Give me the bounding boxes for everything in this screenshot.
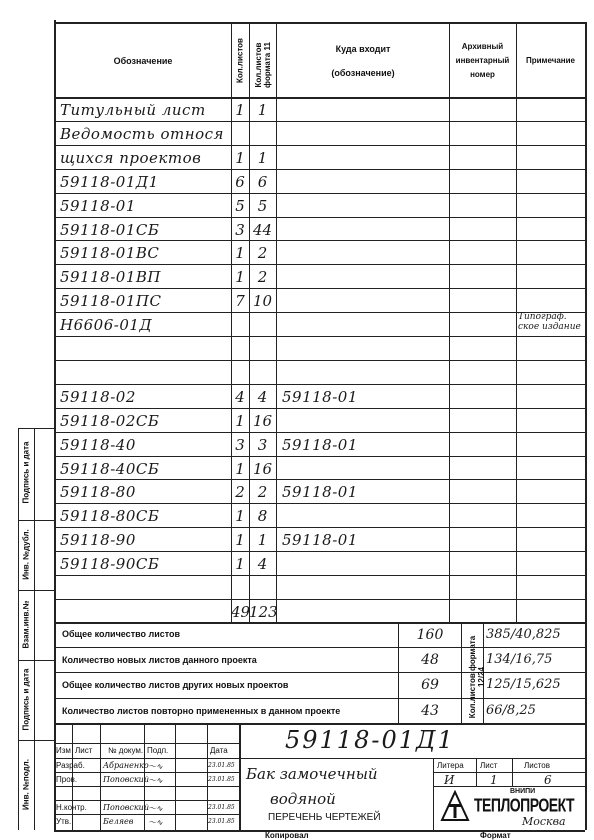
row-sheets-a11: 3 xyxy=(257,435,268,454)
tb-sign-check: 〜∿ xyxy=(148,776,163,785)
tb-doc-title: ПЕРЕЧЕНЬ ЧЕРТЕЖЕЙ xyxy=(268,812,381,823)
row-sheets: 1 xyxy=(235,507,245,526)
header-designation: Обозначение xyxy=(113,56,173,66)
tb-line-5 xyxy=(54,800,239,801)
tb-sheet-value: 1 xyxy=(490,773,498,787)
summary-col-2 xyxy=(461,622,462,723)
header-sheets-a11: Кол.листов формата 11 xyxy=(254,42,272,88)
format-value-reused: 66/8,25 xyxy=(486,703,536,718)
table-row xyxy=(54,288,585,312)
tb-litera-line-1 xyxy=(433,772,585,773)
row-sheets-a11: 44 xyxy=(252,220,273,239)
row-sheets: 1 xyxy=(235,101,245,119)
table-row xyxy=(54,193,585,217)
tb-litera-line-2 xyxy=(433,786,585,787)
row-designation: 59118-40СБ xyxy=(60,459,160,478)
table-row xyxy=(54,145,585,169)
summary-line-4 xyxy=(54,698,585,699)
tb-sheets-label: Листов xyxy=(524,761,550,770)
row-designation: 59118-01 xyxy=(60,196,136,215)
side-stamp-div-4 xyxy=(18,740,54,741)
tb-name-approve: Беляев xyxy=(103,817,134,826)
table-row xyxy=(54,264,585,288)
row-sheets: 1 xyxy=(235,244,245,263)
side-stamp-left xyxy=(18,428,19,830)
side-label-sign-date-1: Подпись и дата xyxy=(21,441,31,504)
row-designation: 59118-01ВС xyxy=(60,244,160,263)
row-designation: 59118-90СБ xyxy=(60,555,160,574)
row-sheets-a11: 1 xyxy=(257,148,268,167)
summary-label-total: Общее количество листов xyxy=(62,629,181,639)
table-row xyxy=(54,575,585,599)
row-sheets: 7 xyxy=(235,292,245,311)
tb-line-3 xyxy=(54,772,239,773)
tb-col-sheet: Лист xyxy=(75,746,93,755)
tb-litera-label: Литера xyxy=(437,761,464,770)
table-row xyxy=(54,360,585,384)
summary-line-3 xyxy=(54,672,585,673)
row-where-used: 59118-01 xyxy=(282,435,358,454)
summary-value-reused: 43 xyxy=(421,703,439,719)
row-sheets-a11: 4 xyxy=(257,387,268,406)
row-designation: 59118-01Д1 xyxy=(60,172,159,191)
table-row xyxy=(54,527,585,551)
tb-role-approve: Утв. xyxy=(56,817,72,826)
table-row xyxy=(54,551,585,575)
frame-top xyxy=(54,22,585,24)
row-sheets: 1 xyxy=(235,411,245,430)
side-label-inv-orig: Инв. №подл. xyxy=(21,759,31,810)
table-row xyxy=(54,312,585,336)
row-designation: Н6606-01Д xyxy=(60,316,153,335)
row-sheets-a11: 16 xyxy=(252,411,273,430)
row-sheets: 1 xyxy=(235,531,245,550)
tb-col-2 xyxy=(100,723,101,830)
table-row xyxy=(54,169,585,193)
row-sheets: 1 xyxy=(235,555,245,574)
table-row xyxy=(54,240,585,264)
row-sheets-a11: 2 xyxy=(257,244,268,263)
row-designation: 59118-90 xyxy=(60,531,136,550)
row-sheets-a11: 123 xyxy=(249,602,278,621)
tb-sign-approve: 〜∿ xyxy=(148,818,163,827)
row-designation: Ведомость относя xyxy=(60,124,224,143)
header-note: Примечание xyxy=(525,56,575,65)
table-row xyxy=(54,336,585,360)
tb-col-4 xyxy=(175,723,176,830)
tb-line-1 xyxy=(54,743,239,744)
tb-name-dev: Абраненко xyxy=(103,761,149,770)
row-note: Типограф. ское издание xyxy=(518,312,581,333)
row-designation: 59118-40 xyxy=(60,435,136,454)
row-sheets: 4 xyxy=(235,387,245,406)
tb-name-check: Поповский xyxy=(103,775,149,784)
summary-value-other: 69 xyxy=(421,677,439,693)
side-label-sign-date-2: Подпись и дата xyxy=(21,668,31,731)
tb-sign-dev: 〜∿ xyxy=(148,762,163,771)
summary-value-new: 48 xyxy=(421,652,439,668)
tb-col-docnum: № докум. xyxy=(108,746,144,755)
row-sheets-a11: 10 xyxy=(252,292,273,311)
row-sheets: 6 xyxy=(235,172,245,191)
row-sheets: 2 xyxy=(235,483,245,502)
row-sheets: 1 xyxy=(235,148,245,167)
tb-role-dev: Разраб. xyxy=(56,761,85,770)
row-sheets: 1 xyxy=(235,268,245,287)
header-archive-2: инвентарный xyxy=(455,56,510,65)
row-sheets-a11: 8 xyxy=(257,507,268,526)
tb-copied: Копировал xyxy=(265,831,309,840)
row-where-used: 59118-01 xyxy=(282,483,358,502)
tb-litera-col-2 xyxy=(512,758,513,786)
tb-col-6 xyxy=(239,723,241,830)
tb-org-name: ТЕПЛОПРОЕКТ xyxy=(474,794,575,816)
org-logo xyxy=(440,790,470,822)
frame-right xyxy=(585,22,587,830)
summary-label-other: Общее количество листов других новых проектов xyxy=(62,680,289,690)
tb-litera-value: И xyxy=(444,773,455,787)
tb-role-ncontr: Н.контр. xyxy=(56,803,87,812)
summary-label-new: Количество новых листов данного проекта xyxy=(62,655,257,665)
table-row xyxy=(54,384,585,408)
header-where-used: Куда входит xyxy=(335,44,391,54)
table-row xyxy=(54,97,585,121)
row-sheets: 3 xyxy=(235,220,245,239)
row-sheets-a11: 6 xyxy=(257,172,268,191)
row-where-used: 59118-01 xyxy=(282,531,358,550)
row-designation: 59118-01ВП xyxy=(60,268,161,287)
row-designation: 59118-01ПС xyxy=(60,292,162,311)
summary-top-line xyxy=(54,622,585,623)
tb-org-small: ВНИПИ xyxy=(510,788,536,795)
tb-col-date: Дата xyxy=(210,746,228,755)
tb-date-approve: 23.01.85 xyxy=(208,818,235,825)
table-row xyxy=(54,432,585,456)
row-designation: 59118-80 xyxy=(60,483,136,502)
format-value-new: 134/16,75 xyxy=(486,652,553,667)
summary-value-total: 160 xyxy=(416,627,444,643)
table-row xyxy=(54,479,585,503)
row-designation: щихся проектов xyxy=(60,148,202,167)
tb-col-7 xyxy=(433,758,434,830)
tb-sign-ncontr: 〜∿ xyxy=(148,804,163,813)
table-row xyxy=(54,456,585,480)
row-designation: 59118-02СБ xyxy=(60,411,160,430)
tb-litera-col-1 xyxy=(476,758,477,786)
tb-product-2: водяной xyxy=(270,790,336,808)
tb-product-1: Бак замочечный xyxy=(246,765,378,783)
side-label-replace-inv: Взам.инв.№ xyxy=(21,600,31,649)
row-sheets-a11: 2 xyxy=(257,483,268,502)
side-stamp-mid xyxy=(34,428,35,830)
row-designation: 59118-02 xyxy=(60,387,136,406)
tb-line-4 xyxy=(54,786,239,787)
tb-date-dev: 23.01.85 xyxy=(208,762,235,769)
row-sheets: 3 xyxy=(235,435,245,454)
row-sheets-a11: 2 xyxy=(257,268,268,287)
tb-org-city: Москва xyxy=(522,815,566,828)
tb-date-ncontr: 23.01.85 xyxy=(208,804,235,811)
tb-col-sign: Подп. xyxy=(147,746,169,755)
header-archive-1: Архивный xyxy=(461,42,504,51)
row-where-used: 59118-01 xyxy=(282,387,358,406)
table-row xyxy=(54,408,585,432)
row-sheets-a11: 1 xyxy=(257,531,268,550)
table-row xyxy=(54,217,585,241)
tb-line-2 xyxy=(54,758,585,759)
summary-bottom-line xyxy=(54,723,585,725)
tb-name-ncontr: Поповский xyxy=(103,803,149,812)
row-sheets: 1 xyxy=(235,459,245,478)
format-value-other: 125/15,625 xyxy=(486,677,561,692)
tb-line-6 xyxy=(54,814,239,815)
tb-role-check: Пров. xyxy=(56,775,78,784)
table-row xyxy=(54,503,585,527)
header-sheets-count: Кол.листов xyxy=(235,38,245,83)
row-designation: 59118-01СБ xyxy=(60,220,160,239)
tb-col-change: Изм xyxy=(56,746,71,755)
summary-format-label: Кол.листов формата 12/24 xyxy=(468,635,486,719)
row-sheets-a11: 16 xyxy=(252,459,273,478)
row-sheets-a11: 5 xyxy=(257,196,268,215)
table-row xyxy=(54,121,585,145)
summary-line-2 xyxy=(54,647,585,648)
row-sheets-a11: 1 xyxy=(257,101,268,119)
summary-col-1 xyxy=(398,622,399,723)
summary-label-reused: Количество листов повторно примененных в данном проекте xyxy=(62,706,341,716)
side-label-inv-dup: Инв. №дубл. xyxy=(21,529,31,580)
row-sheets-a11: 4 xyxy=(257,555,268,574)
row-designation: 59118-80СБ xyxy=(60,507,160,526)
table-row xyxy=(54,599,585,623)
tb-doc-number: 59118-01Д1 xyxy=(285,726,455,754)
tb-date-check: 23.01.85 xyxy=(208,776,235,783)
header-archive-3: номер xyxy=(470,70,495,79)
tb-sheet-label: Лист xyxy=(480,761,498,770)
row-designation: Титульный лист xyxy=(60,101,206,119)
tb-sheets-value: 6 xyxy=(544,773,552,787)
row-sheets: 5 xyxy=(235,196,245,215)
header-where-used-sub: (обозначение) xyxy=(331,68,395,78)
tb-format: Формат xyxy=(480,831,511,840)
row-sheets: 49 xyxy=(231,602,251,621)
format-value-total: 385/40,825 xyxy=(486,627,561,642)
